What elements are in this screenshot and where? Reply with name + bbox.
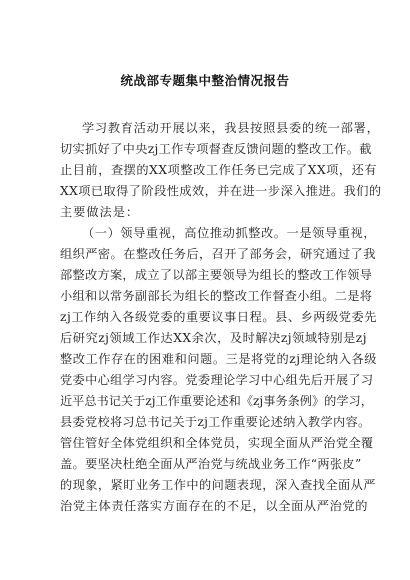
body-line: 县委党校将习总书记关于zj工作重要论述纳入教学内容。 [60, 415, 371, 429]
body-line: 止目前，查摆的XX项整改工作任务已完成了XX项，还有 [60, 163, 378, 177]
body-line: 切实抓好了中央zj工作专项督查反馈问题的整改工作。截 [60, 142, 372, 156]
body-line: 管住管好全体党组织和全体党员，实现全面从严治党全覆 [60, 436, 374, 450]
document-title: 统战部专题集中整治情况报告 [120, 73, 290, 88]
body-line: zj工作纳入各级党委的重要议事日程。县、乡两级党委先 [60, 310, 377, 324]
body-line: XX项已取得了阶段性成效，并在进一步深入推进。我们的 [60, 184, 382, 198]
body-line: 盖。要坚决杜绝全面从严治党与统战业务工作“两张皮” [60, 457, 362, 471]
body-line: 组织严密。在整改任务后，召开了部务会，研究通过了我 [60, 247, 376, 261]
body-line: 党委中心组学习内容。党委理论学习中心组先后开展了习 [60, 373, 374, 387]
body-line: 治党主体责任落实方面存在的不足，以全面从严治党的 [60, 499, 369, 513]
body-line: 部整改方案，成立了以部主要领导为组长的整改工作领导 [60, 268, 373, 282]
body-line: 整改工作存在的困难和问题。三是将党的zj理论纳入各级 [60, 352, 377, 366]
body-line: （一）领导重视，高位推动抓整改。一是领导重视， [82, 226, 377, 240]
body-line: 主要做法是： [60, 205, 140, 219]
body-line: 小组和以常务副部长为组长的整改工作督查小组。二是将 [60, 289, 373, 303]
body-line: 近平总书记关于zj工作重要论述和《zj事务条例》的学习， [60, 394, 373, 408]
body-line: 学习教育活动开展以来，我县按照县委的统一部署， [82, 121, 380, 135]
body-line: 后研究zj领域工作达XX余次，及时解决zj领域特别是zj [60, 331, 368, 345]
body-line: 的现象，紧盯业务工作中的问题表现，深入查找全面从严 [60, 478, 376, 492]
